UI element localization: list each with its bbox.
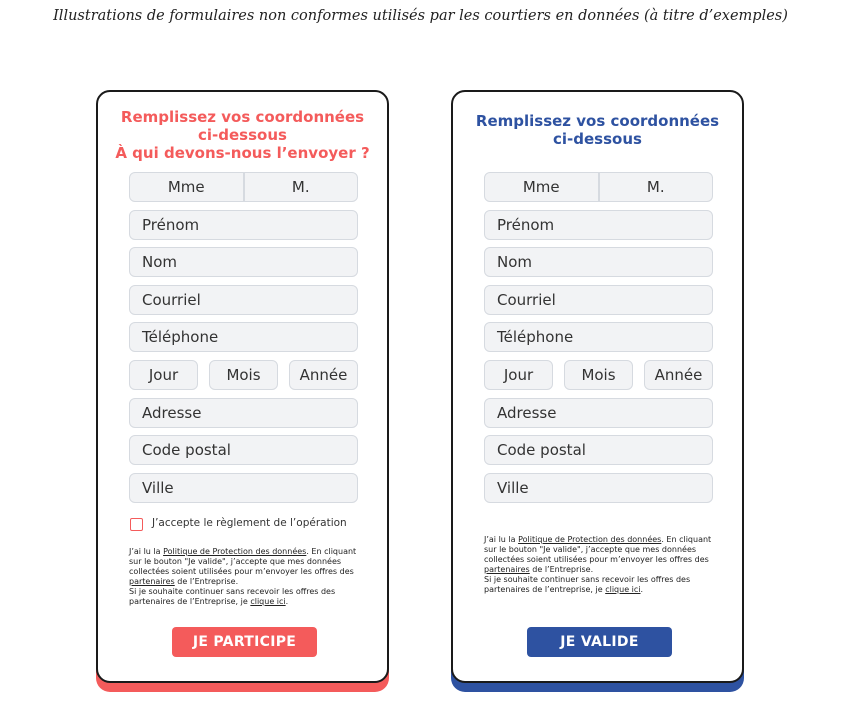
city-input[interactable]: Ville bbox=[484, 473, 713, 503]
opt-out-link[interactable]: clique ici bbox=[250, 597, 286, 606]
email-input[interactable]: Courriel bbox=[484, 285, 713, 315]
gender-selector bbox=[484, 172, 713, 202]
right-form-mockup bbox=[451, 90, 746, 692]
gender-option-mme[interactable]: Mme bbox=[485, 173, 600, 201]
legal-text bbox=[129, 547, 361, 607]
legal-text bbox=[484, 535, 716, 595]
legal-text-span: Si je souhaite continuer sans recevoir les offres des partenaires de l’Entreprise, je bbox=[129, 587, 336, 606]
legal-text-span: . En cliquant sur le bouton "Je valide", j’accepte que mes données collectées soient utilisées pour m’envoyer les offres des bbox=[129, 547, 357, 576]
phone-frame bbox=[96, 90, 389, 683]
legal-text-span: J’ai lu la bbox=[484, 535, 519, 544]
gender-option-m[interactable]: M. bbox=[646, 178, 665, 196]
legal-text-span: de l’Entreprise. bbox=[174, 577, 239, 586]
month-input[interactable]: Mois bbox=[209, 360, 278, 390]
email-input[interactable]: Courriel bbox=[129, 285, 358, 315]
left-form-mockup bbox=[96, 90, 391, 692]
phone-frame bbox=[451, 90, 744, 683]
postal-code-input[interactable]: Code postal bbox=[129, 435, 358, 465]
legal-text-span: . bbox=[640, 585, 644, 594]
address-input[interactable]: Adresse bbox=[484, 398, 713, 428]
validate-button[interactable]: JE VALIDE bbox=[527, 627, 672, 657]
day-input[interactable]: Jour bbox=[129, 360, 198, 390]
legal-text-span: Si je souhaite continuer sans recevoir les offres des partenaires de l’entreprise, je bbox=[484, 575, 691, 594]
legal-paragraph-1 bbox=[129, 547, 361, 587]
phone-input[interactable]: Téléphone bbox=[484, 322, 713, 352]
phone-input[interactable]: Téléphone bbox=[129, 322, 358, 352]
title-line: ci-dessous bbox=[553, 130, 642, 148]
rules-checkbox-label: J’accepte le règlement de l’opération bbox=[152, 517, 347, 529]
postal-code-input[interactable]: Code postal bbox=[484, 435, 713, 465]
form-title bbox=[98, 108, 387, 162]
first-name-input[interactable]: Prénom bbox=[129, 210, 358, 240]
gender-option-m[interactable]: M. bbox=[291, 178, 310, 196]
day-input[interactable]: Jour bbox=[484, 360, 553, 390]
opt-out-link[interactable]: clique ici bbox=[605, 585, 641, 594]
figure-caption: Illustrations de formulaires non conformes utilisés par les courtiers en données (à titre d’exemples) bbox=[53, 8, 788, 24]
last-name-input[interactable]: Nom bbox=[129, 247, 358, 277]
participate-button[interactable]: JE PARTICIPE bbox=[172, 627, 317, 657]
partners-link[interactable]: partenaires bbox=[129, 577, 175, 586]
address-input[interactable]: Adresse bbox=[129, 398, 358, 428]
legal-paragraph-2 bbox=[484, 575, 716, 595]
gender-selector bbox=[129, 172, 358, 202]
privacy-policy-link[interactable]: Politique de Protection des données bbox=[518, 535, 662, 544]
title-line: À qui devons-nous l’envoyer ? bbox=[115, 144, 370, 162]
legal-paragraph-2 bbox=[129, 587, 361, 607]
legal-paragraph-1 bbox=[484, 535, 716, 575]
year-input[interactable]: Année bbox=[289, 360, 358, 390]
title-line: Remplissez vos coordonnées bbox=[120, 108, 365, 126]
partners-link[interactable]: partenaires bbox=[484, 565, 530, 574]
title-line: Remplissez vos coordonnées bbox=[475, 112, 720, 130]
privacy-policy-link[interactable]: Politique de Protection des données bbox=[163, 547, 307, 556]
legal-text-span: de l’Entreprise. bbox=[529, 565, 594, 574]
rules-checkbox[interactable] bbox=[130, 518, 143, 531]
last-name-input[interactable]: Nom bbox=[484, 247, 713, 277]
city-input[interactable]: Ville bbox=[129, 473, 358, 503]
legal-text-span: . En cliquant sur le bouton "Je valide", j’accepte que mes données collectées soient utilisées pour m’envoyer les offres des bbox=[484, 535, 712, 564]
legal-text-span: . bbox=[285, 597, 289, 606]
title-line: ci-dessous bbox=[198, 126, 287, 144]
year-input[interactable]: Année bbox=[644, 360, 713, 390]
month-input[interactable]: Mois bbox=[564, 360, 633, 390]
legal-text-span: J’ai lu la bbox=[129, 547, 164, 556]
form-title bbox=[453, 112, 742, 148]
first-name-input[interactable]: Prénom bbox=[484, 210, 713, 240]
gender-option-mme[interactable]: Mme bbox=[130, 173, 245, 201]
